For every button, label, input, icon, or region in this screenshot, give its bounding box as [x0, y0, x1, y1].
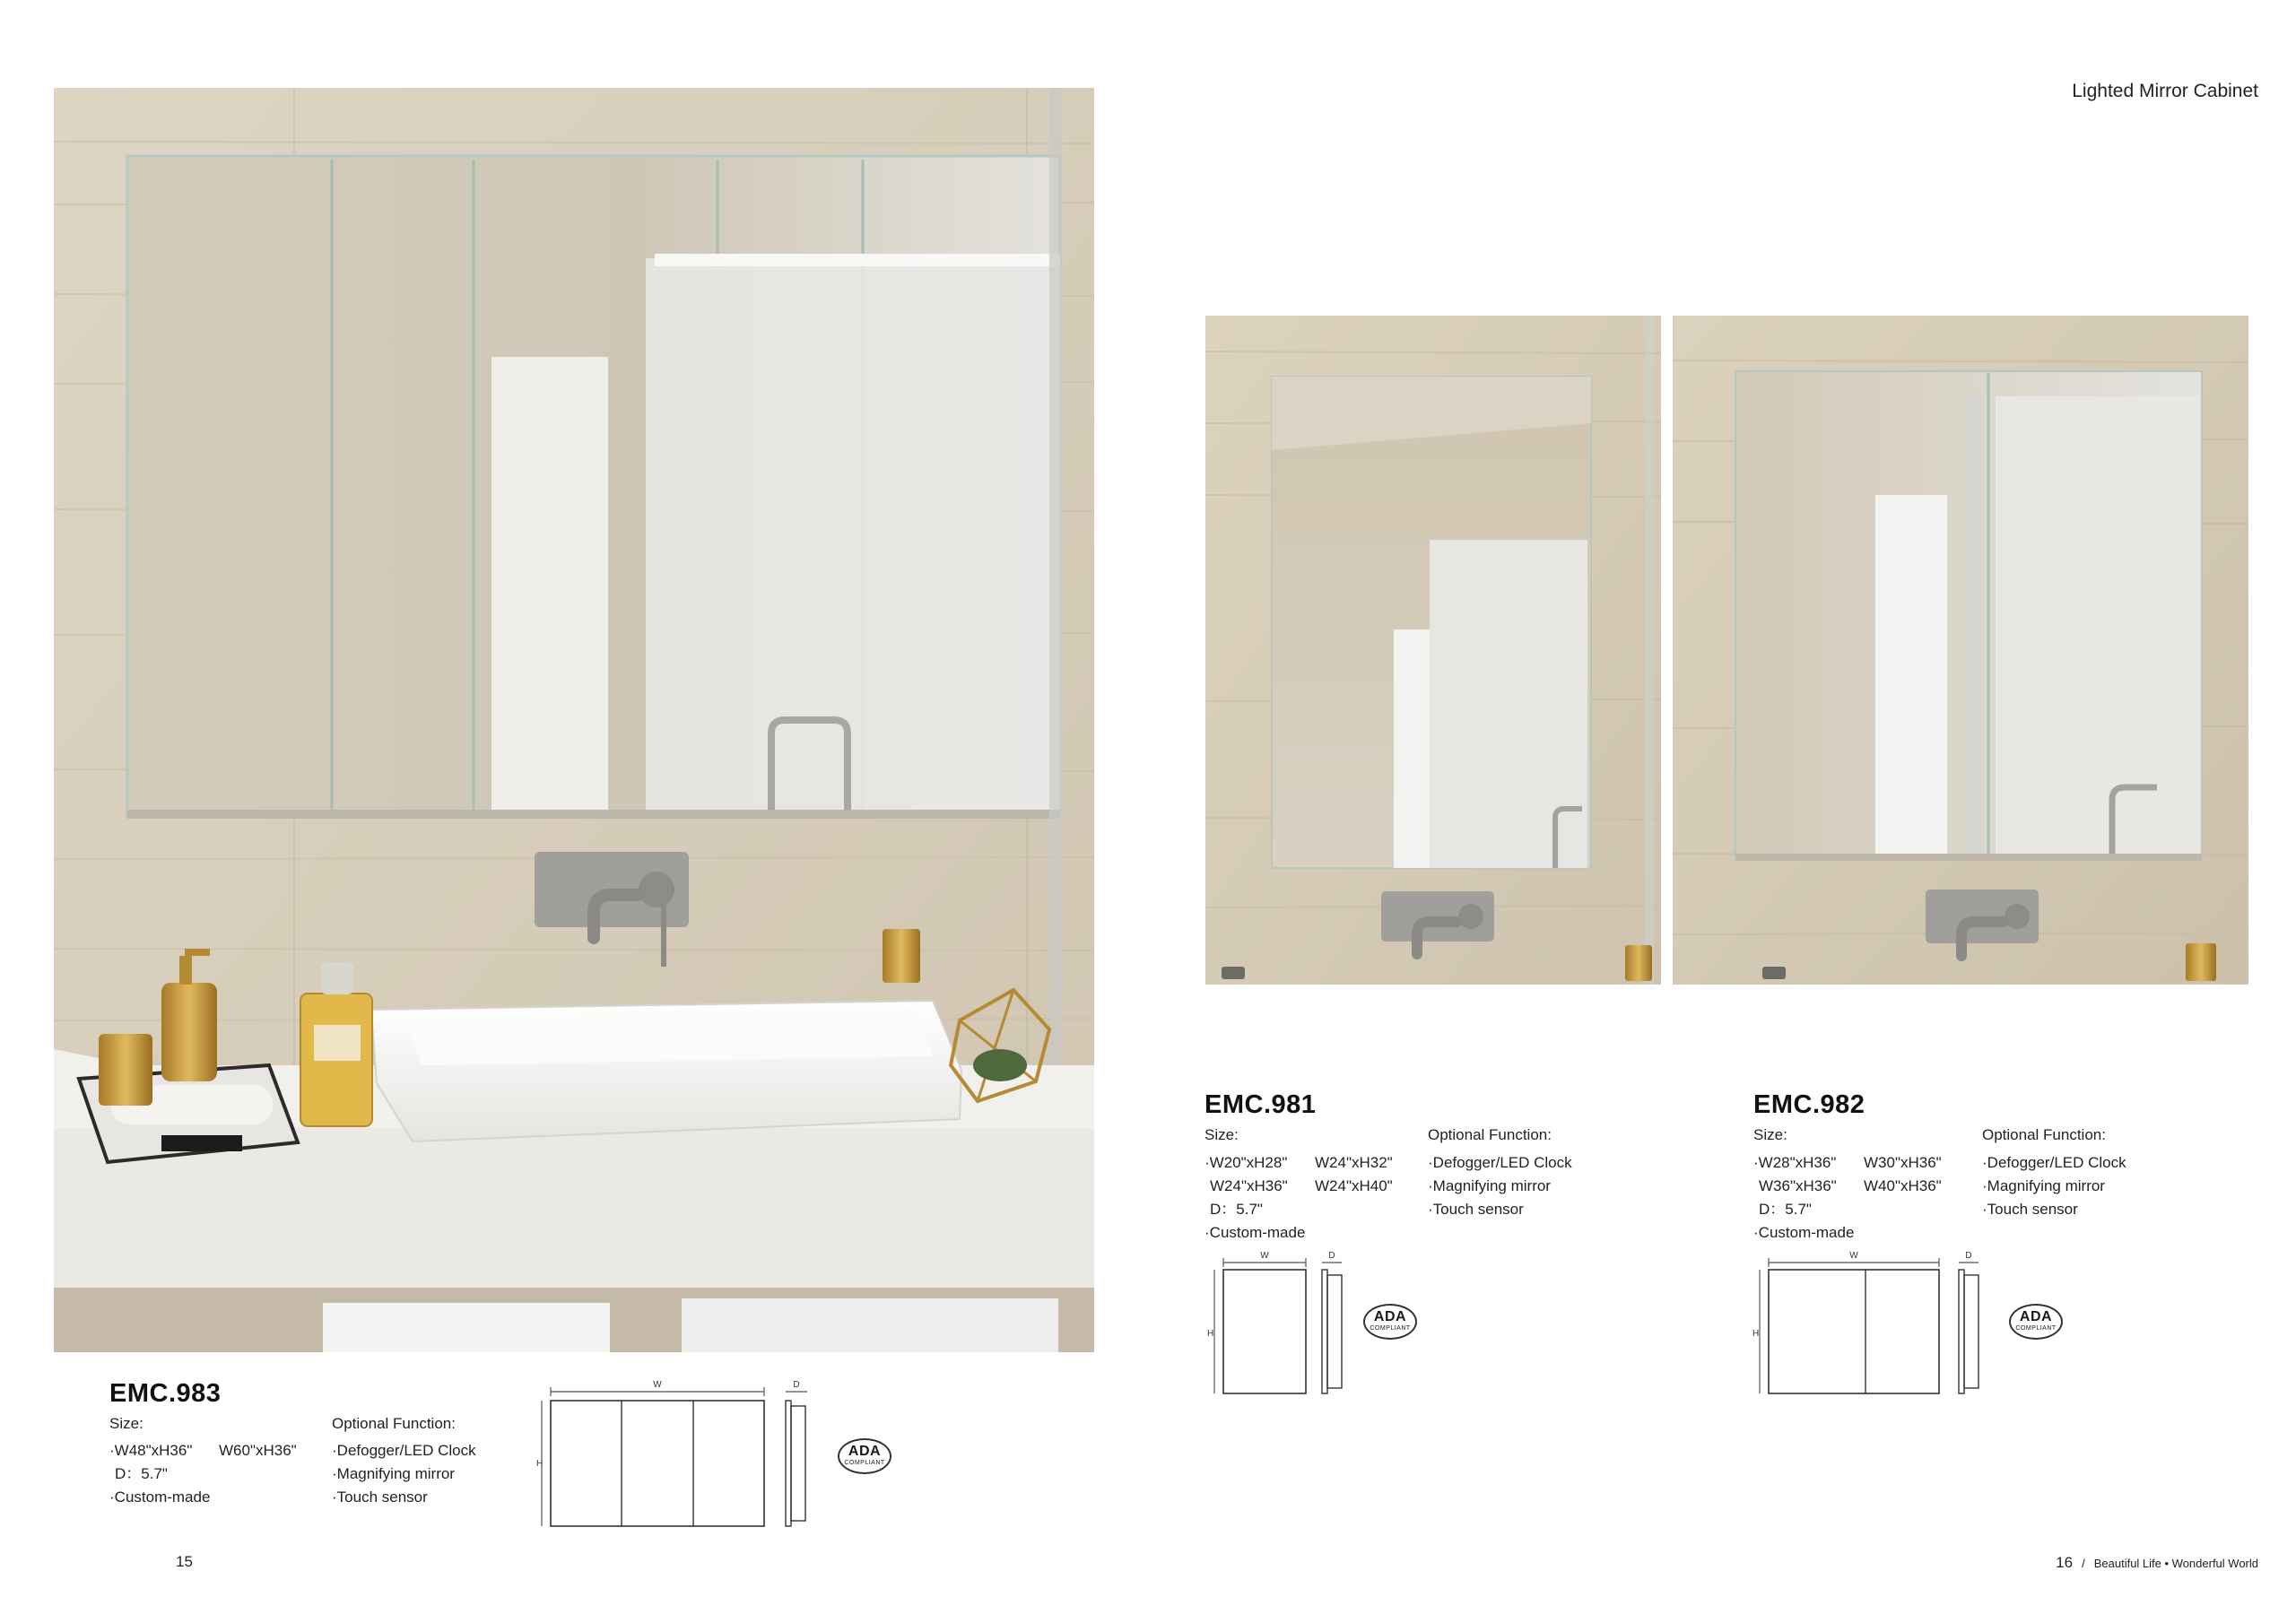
emc982-dimension-drawing	[1751, 1250, 1944, 1397]
emc983-drawing-h-label: H	[536, 1459, 544, 1469]
emc983-bathroom-photo	[54, 88, 1094, 1352]
emc981-drawing-w-label: W	[1260, 1251, 1269, 1261]
emc981-depth: D：5.7"	[1210, 1201, 1263, 1218]
emc982-size-4: W40"xH36"	[1864, 1177, 1942, 1194]
emc982-function-1: ·Defogger/LED Clock	[1982, 1154, 2126, 1171]
emc982-custom: ·Custom-made	[1753, 1224, 1855, 1241]
emc981-side-drawing	[1315, 1250, 1351, 1397]
emc983-function-1: ·Defogger/LED Clock	[332, 1442, 476, 1459]
emc981-size-3: W24"xH36"	[1210, 1177, 1288, 1194]
emc982-drawing-w-label: W	[1849, 1251, 1858, 1261]
emc983-size-label: Size:	[109, 1415, 144, 1432]
emc981-front-outline	[1223, 1270, 1306, 1393]
emc981-size-4: W24"xH40"	[1315, 1177, 1393, 1194]
emc982-function-3: ·Touch sensor	[1982, 1201, 2078, 1218]
emc982-depth: D：5.7"	[1759, 1201, 1812, 1218]
emc983-drawing-d-label: D	[793, 1380, 800, 1390]
emc982-drawing-d-label: D	[1965, 1251, 1972, 1261]
emc981-function-3: ·Touch sensor	[1428, 1201, 1524, 1218]
emc982-size-2: W30"xH36"	[1864, 1154, 1942, 1171]
emc982-front-outline	[1769, 1270, 1939, 1393]
emc983-front-outline	[551, 1401, 764, 1526]
emc982-model-title: EMC.982	[1753, 1090, 1866, 1119]
emc982-size-label: Size:	[1753, 1126, 1787, 1143]
catalog-section-title: Lighted Mirror Cabinet	[2072, 81, 2258, 101]
emc981-ada-badge: ADA COMPLIANT	[1363, 1304, 1417, 1340]
emc982-function-2: ·Magnifying mirror	[1982, 1177, 2105, 1194]
emc982-ada-badge: ADA COMPLIANT	[2009, 1304, 2063, 1340]
emc983-dimension-drawing	[535, 1379, 768, 1533]
emc983-model-title: EMC.983	[109, 1379, 222, 1408]
left-page-number: 15	[176, 1553, 193, 1570]
right-page-number: 16	[2056, 1554, 2074, 1571]
emc983-custom: ·Custom-made	[109, 1488, 211, 1506]
emc983-drawing-w-label: W	[653, 1380, 662, 1390]
emc981-custom: ·Custom-made	[1205, 1224, 1306, 1241]
emc983-depth: D：5.7"	[115, 1465, 168, 1482]
emc981-size-2: W24"xH32"	[1315, 1154, 1393, 1171]
emc981-function-2: ·Magnifying mirror	[1428, 1177, 1551, 1194]
emc982-drawing-h-label: H	[1752, 1329, 1760, 1339]
emc983-side-drawing	[780, 1379, 816, 1533]
emc981-functions-label: Optional Function:	[1428, 1126, 1552, 1143]
emc981-bathroom-photo	[1205, 316, 1661, 985]
emc983-function-2: ·Magnifying mirror	[332, 1465, 455, 1482]
emc982-bathroom-photo	[1673, 316, 2248, 985]
emc981-dimension-drawing	[1205, 1250, 1311, 1397]
emc981-drawing-h-label: H	[1207, 1329, 1214, 1339]
emc982-size-3: W36"xH36"	[1759, 1177, 1837, 1194]
emc983-size-1: ·W48"xH36"	[109, 1442, 193, 1459]
right-page-footer	[2056, 1554, 2258, 1572]
emc981-function-1: ·Defogger/LED Clock	[1428, 1154, 1572, 1171]
emc983-function-3: ·Touch sensor	[332, 1488, 428, 1506]
emc982-side-drawing	[1952, 1250, 1987, 1397]
emc982-functions-label: Optional Function:	[1982, 1126, 2106, 1143]
footer-tagline: Beautiful Life • Wonderful World	[2093, 1557, 2258, 1570]
emc983-size-2: W60"xH36"	[219, 1442, 297, 1459]
emc981-model-title: EMC.981	[1205, 1090, 1317, 1119]
footer-separator: /	[2082, 1557, 2085, 1570]
emc983-functions-label: Optional Function:	[332, 1415, 456, 1432]
emc983-ada-badge: ADA COMPLIANT	[838, 1438, 891, 1474]
emc981-size-label: Size:	[1205, 1126, 1239, 1143]
emc982-size-1: ·W28"xH36"	[1753, 1154, 1837, 1171]
emc981-size-1: ·W20"xH28"	[1205, 1154, 1288, 1171]
emc981-drawing-d-label: D	[1328, 1251, 1335, 1261]
